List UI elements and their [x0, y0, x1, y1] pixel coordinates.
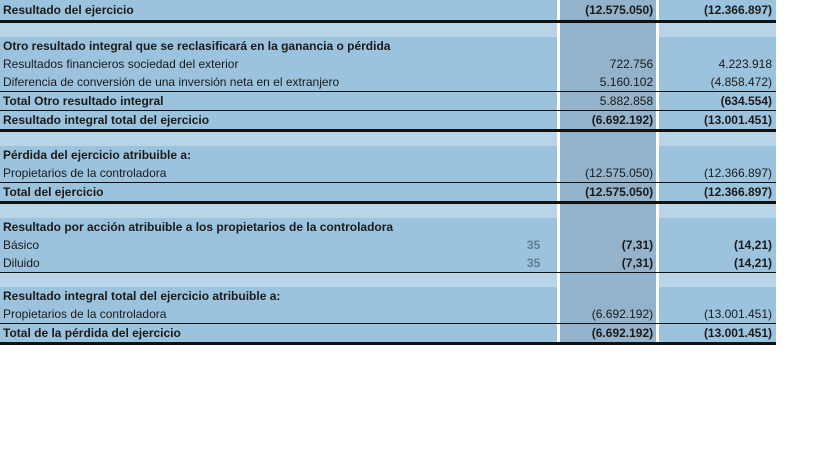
- value-current: (6.692.192): [560, 111, 656, 129]
- row-label: Resultado del ejercicio: [0, 0, 497, 20]
- row-label: Propietarios de la controladora: [0, 164, 497, 182]
- section-heading-comprehensive: [0, 287, 776, 305]
- value-prior: (12.366.897): [659, 164, 776, 182]
- value-prior: (12.366.897): [659, 0, 776, 20]
- eps-basic-row: [0, 236, 776, 254]
- oci-item-row: [0, 55, 776, 73]
- oci-item-row: [0, 73, 776, 92]
- value-current: (12.575.050): [560, 164, 656, 182]
- value-prior: 4.223.918: [659, 55, 776, 73]
- value-prior: (13.001.451): [659, 111, 776, 129]
- row-label: Resultados financieros sociedad del exterior: [0, 55, 497, 73]
- row-label: Diferencia de conversión de una inversión neta en el extranjero: [0, 73, 497, 91]
- value-prior: (14,21): [659, 236, 776, 254]
- value-current: (6.692.192): [560, 324, 656, 342]
- spacer-row: [0, 204, 776, 218]
- section-heading: Resultado integral total del ejercicio atribuible a:: [0, 287, 497, 305]
- row-label: Diluido: [0, 254, 497, 272]
- comprehensive-owners-row: [0, 305, 776, 324]
- value-prior: (13.001.451): [659, 305, 776, 323]
- row-label: Total del ejercicio: [0, 183, 497, 201]
- result-row: [0, 0, 776, 23]
- value-prior: (12.366.897): [659, 183, 776, 201]
- row-label: Básico: [0, 236, 497, 254]
- spacer-row: [0, 23, 776, 37]
- row-label: Total Otro resultado integral: [0, 92, 497, 110]
- comprehensive-total-row: [0, 111, 776, 132]
- value-current: (7,31): [560, 254, 656, 272]
- section-heading: Otro resultado integral que se reclasificará en la ganancia o pérdida: [0, 37, 497, 55]
- value-prior: (13.001.451): [659, 324, 776, 342]
- comprehensive-total-attrib-row: [0, 324, 776, 345]
- section-heading-oci: [0, 37, 776, 55]
- loss-owners-row: [0, 164, 776, 183]
- value-prior: (14,21): [659, 254, 776, 272]
- row-label: Resultado integral total del ejercicio: [0, 111, 497, 129]
- oci-total-row: [0, 92, 776, 111]
- eps-diluted-row: [0, 254, 776, 273]
- note-reference: 35: [497, 254, 557, 272]
- value-current: (7,31): [560, 236, 656, 254]
- value-prior: (634.554): [659, 92, 776, 110]
- spacer-row: [0, 273, 776, 287]
- spacer-row: [0, 132, 776, 146]
- section-heading: Resultado por acción atribuible a los propietarios de la controladora: [0, 218, 497, 236]
- note-reference: 35: [497, 236, 557, 254]
- loss-total-row: [0, 183, 776, 204]
- section-heading-loss: [0, 146, 776, 164]
- section-heading: Pérdida del ejercicio atribuible a:: [0, 146, 497, 164]
- value-current: (12.575.050): [560, 0, 656, 20]
- value-prior: (4.858.472): [659, 73, 776, 91]
- row-label: Total de la pérdida del ejercicio: [0, 324, 497, 342]
- value-current: (6.692.192): [560, 305, 656, 323]
- section-heading-eps: [0, 218, 776, 236]
- value-current: (12.575.050): [560, 183, 656, 201]
- value-current: 5.160.102: [560, 73, 656, 91]
- value-current: 5.882.858: [560, 92, 656, 110]
- row-label: Propietarios de la controladora: [0, 305, 497, 323]
- value-current: 722.756: [560, 55, 656, 73]
